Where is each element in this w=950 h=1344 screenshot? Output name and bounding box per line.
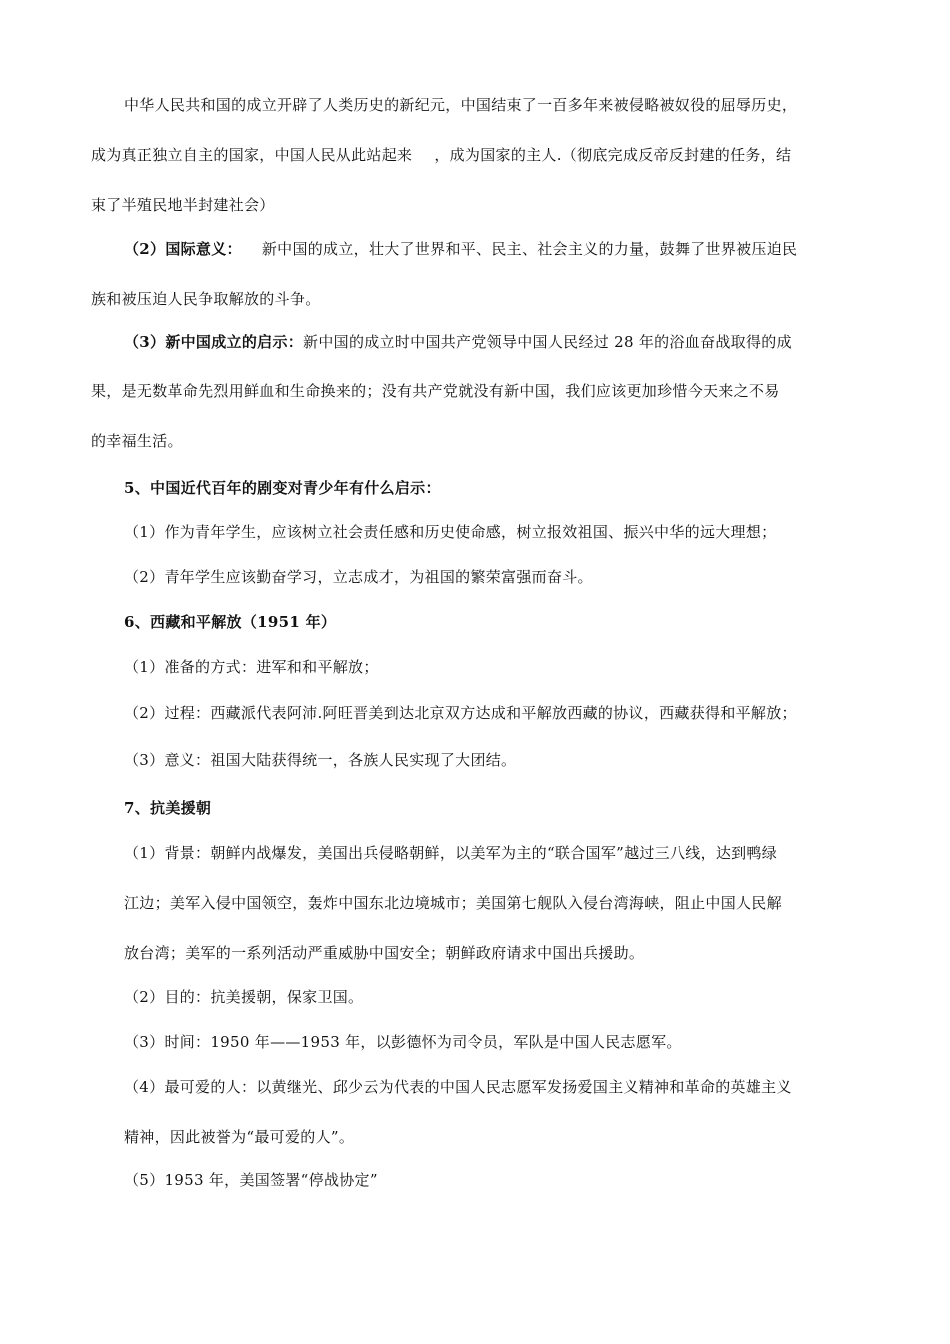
list-item-continuation: 江边；美军入侵中国领空，轰炸中国东北边境城市；美国第七舰队入侵台湾海峡，阻止中国人民解 xyxy=(124,894,782,912)
paragraph-text: 新中国的成立时中国共产党领导中国人民经过 28 年的浴血奋战取得的成 xyxy=(303,333,792,351)
list-item: （2）过程：西藏派代表阿沛.阿旺晋美到达北京双方达成和平解放西藏的协议，西藏获得和平解放； xyxy=(124,704,797,722)
paragraph-line xyxy=(91,195,275,215)
list-item: （3）意义：祖国大陆获得统一，各族人民实现了大团结。 xyxy=(124,751,517,769)
list-item: （1）作为青年学生，应该树立社会责任感和历史使命感，树立报效祖国、振兴中华的远大理想； xyxy=(124,523,777,541)
paragraph-text: 果，是无数革命先烈用鲜血和生命换来的；没有共产党就没有新中国，我们应该更加珍惜今天来之不易 xyxy=(91,382,780,400)
paragraph-text: 中华人民共和国的成立开辟了人类历史的新纪元，中国结束了一百多年来被侵略被奴役的屈辱历史， xyxy=(124,96,798,114)
subheading-label: （3）新中国成立的启示： xyxy=(124,333,304,351)
paragraph-line xyxy=(91,289,321,309)
section-heading: 7、抗美援朝 xyxy=(124,799,212,817)
paragraph-text: 族和被压迫人民争取解放的斗争。 xyxy=(91,290,321,308)
section-heading: 5、中国近代百年的剧变对青少年有什么启示： xyxy=(124,479,441,497)
paragraph-text: 新中国的成立，壮大了世界和平、民主、社会主义的力量，鼓舞了世界被压迫民 xyxy=(261,240,798,258)
paragraph-line xyxy=(91,381,780,401)
list-item: （5）1953 年，美国签署“停战协定” xyxy=(124,1171,378,1189)
paragraph-text: 束了半殖民地半封建社会） xyxy=(91,196,275,214)
list-item: （3）时间：1950 年——1953 年，以彭德怀为司令员，军队是中国人民志愿军。 xyxy=(124,1033,682,1051)
list-item: （2）青年学生应该勤奋学习，立志成才，为祖国的繁荣富强而奋斗。 xyxy=(124,568,593,586)
paragraph-text: 成为真正独立自主的国家，中国人民从此站起来 xyxy=(91,146,413,164)
section-heading: 6、西藏和平解放（1951 年） xyxy=(124,613,337,631)
list-item-continuation: 放台湾；美军的一系列活动严重威胁中国安全；朝鲜政府请求中国出兵援助。 xyxy=(124,944,645,962)
list-item: （4）最可爱的人：以黄继光、邱少云为代表的中国人民志愿军发扬爱国主义精神和革命的英雄主义 xyxy=(124,1078,792,1096)
paragraph-line xyxy=(124,332,792,352)
list-item-continuation: 精神，因此被誉为“最可爱的人”。 xyxy=(124,1128,355,1146)
list-item: （1）准备的方式：进军和和平解放； xyxy=(124,658,379,676)
list-item: （1）背景：朝鲜内战爆发，美国出兵侵略朝鲜，以美军为主的“联合国军”越过三八线，达到鸭绿 xyxy=(124,844,778,862)
subheading-label: （2）国际意义： xyxy=(124,240,242,258)
paragraph-line xyxy=(124,95,797,115)
list-item: （2）目的：抗美援朝，保家卫国。 xyxy=(124,988,364,1006)
paragraph-line xyxy=(91,431,183,451)
paragraph-text: ，成为国家的主人.（彻底完成反帝反封建的任务，结 xyxy=(434,146,792,164)
paragraph-line xyxy=(91,145,791,165)
paragraph-line xyxy=(124,239,797,259)
paragraph-text: 的幸福生活。 xyxy=(91,432,183,450)
